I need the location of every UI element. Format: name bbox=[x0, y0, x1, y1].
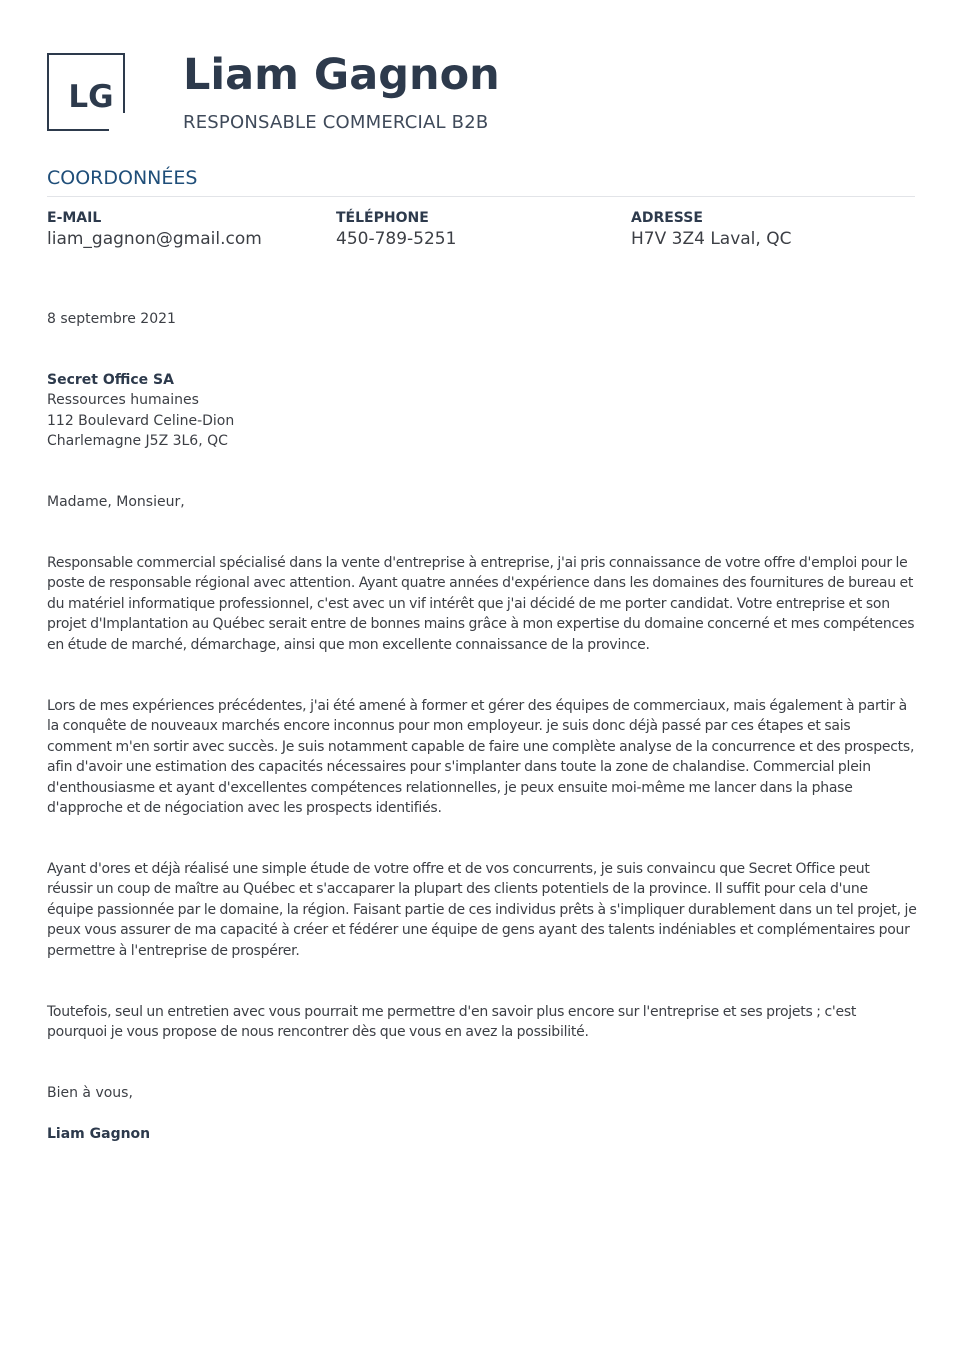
salutation: Madame, Monsieur, bbox=[47, 494, 185, 510]
section-divider bbox=[47, 196, 915, 197]
email-label: E-MAIL bbox=[47, 210, 102, 226]
closing: Bien à vous, bbox=[47, 1085, 133, 1101]
letter-paragraph: Lors de mes expériences précédentes, j'ai été amené à former et gérer des équipes de commerciaux, mais également à partir à la conquête de nouveaux marchés encore inconnus pour mon employeur. je suis donc déjà passé par ces étapes et sais comment m'en sortir avec succès. Je suis notamment capable de faire une complète analyse de la concurrence et des prospects, afin d'avoir une estimation des capacités nécessaires pour s'implanter dans toute la zone de chalandise. Commercial plein d'enthousiasme et ayant d'excellentes compétences relationnelles, je peux ensuite moi-même me lancer dans la phase d'approche et de négociation avec les prospects identifiés. bbox=[47, 698, 915, 817]
contact-email bbox=[47, 210, 262, 249]
address-label: ADRESSE bbox=[631, 210, 703, 226]
recipient-department: Ressources humaines bbox=[47, 392, 199, 409]
phone-label: TÉLÉPHONE bbox=[336, 210, 429, 226]
signature: Liam Gagnon bbox=[47, 1126, 151, 1142]
contact-phone bbox=[336, 210, 456, 249]
letter-paragraph: Toutefois, seul un entretien avec vous pourrait me permettre d'en savoir plus encore sur l'entreprise et ses projets ; c'est pourquoi je vous propose de nous rencontrer dès que vous en avez la possibilité. bbox=[47, 1004, 857, 1041]
address-value: H7V 3Z4 Laval, QC bbox=[631, 229, 792, 249]
candidate-role: RESPONSABLE COMMERCIAL B2B bbox=[183, 112, 489, 133]
section-title-coordinates: COORDONNÉES bbox=[47, 167, 198, 189]
monogram-initials: LG bbox=[68, 79, 114, 115]
email-value: liam_gagnon@gmail.com bbox=[47, 229, 262, 249]
phone-value: 450-789-5251 bbox=[336, 229, 457, 249]
letter-paragraph: Responsable commercial spécialisé dans la vente d'entreprise à entreprise, j'ai pris connaissance de votre offre d'emploi pour le poste de responsable régional avec attention. Ayant quatre années d'expérience dans les domaines des fournitures de bureau et du matériel informatique professionnel, c'est avec un vif intérêt que j'ai décidé de me porter candidat. Votre entreprise et son projet d'Implantation au Québec serait entre de bonnes mains grâce à mon expertise du domaine concerné et mes compétences en étude de marché, démarchage, ainsi que mon excellente connaissance de la province. bbox=[47, 555, 915, 653]
recipient-city: Charlemagne J5Z 3L6, QC bbox=[47, 433, 228, 450]
recipient-company: Secret Office SA bbox=[47, 372, 174, 388]
recipient-block bbox=[47, 370, 917, 452]
letter-paragraph: Ayant d'ores et déjà réalisé une simple étude de votre offre et de vos concurrents, je suis convaincu que Secret Office peut réussir un coup de maître au Québec et s'accaparer la plupart des clients potentiels de la province. Il suffit pour cela d'une équipe passionnée par le domaine, la région. Faisant partie de ces individus prêts à s'impliquer durablement dans un tel projet, je peux vous assurer de ma capacité à créer et fédérer une équipe de gens ayant des talents indéniables et complémentaires pour permettre à l'entreprise de prospérer. bbox=[47, 861, 917, 959]
candidate-name: Liam Gagnon bbox=[183, 50, 500, 100]
recipient-street: 112 Boulevard Celine-Dion bbox=[47, 412, 235, 429]
letter-date: 8 septembre 2021 bbox=[47, 311, 176, 327]
contact-address bbox=[631, 210, 791, 249]
monogram-logo bbox=[47, 53, 125, 131]
